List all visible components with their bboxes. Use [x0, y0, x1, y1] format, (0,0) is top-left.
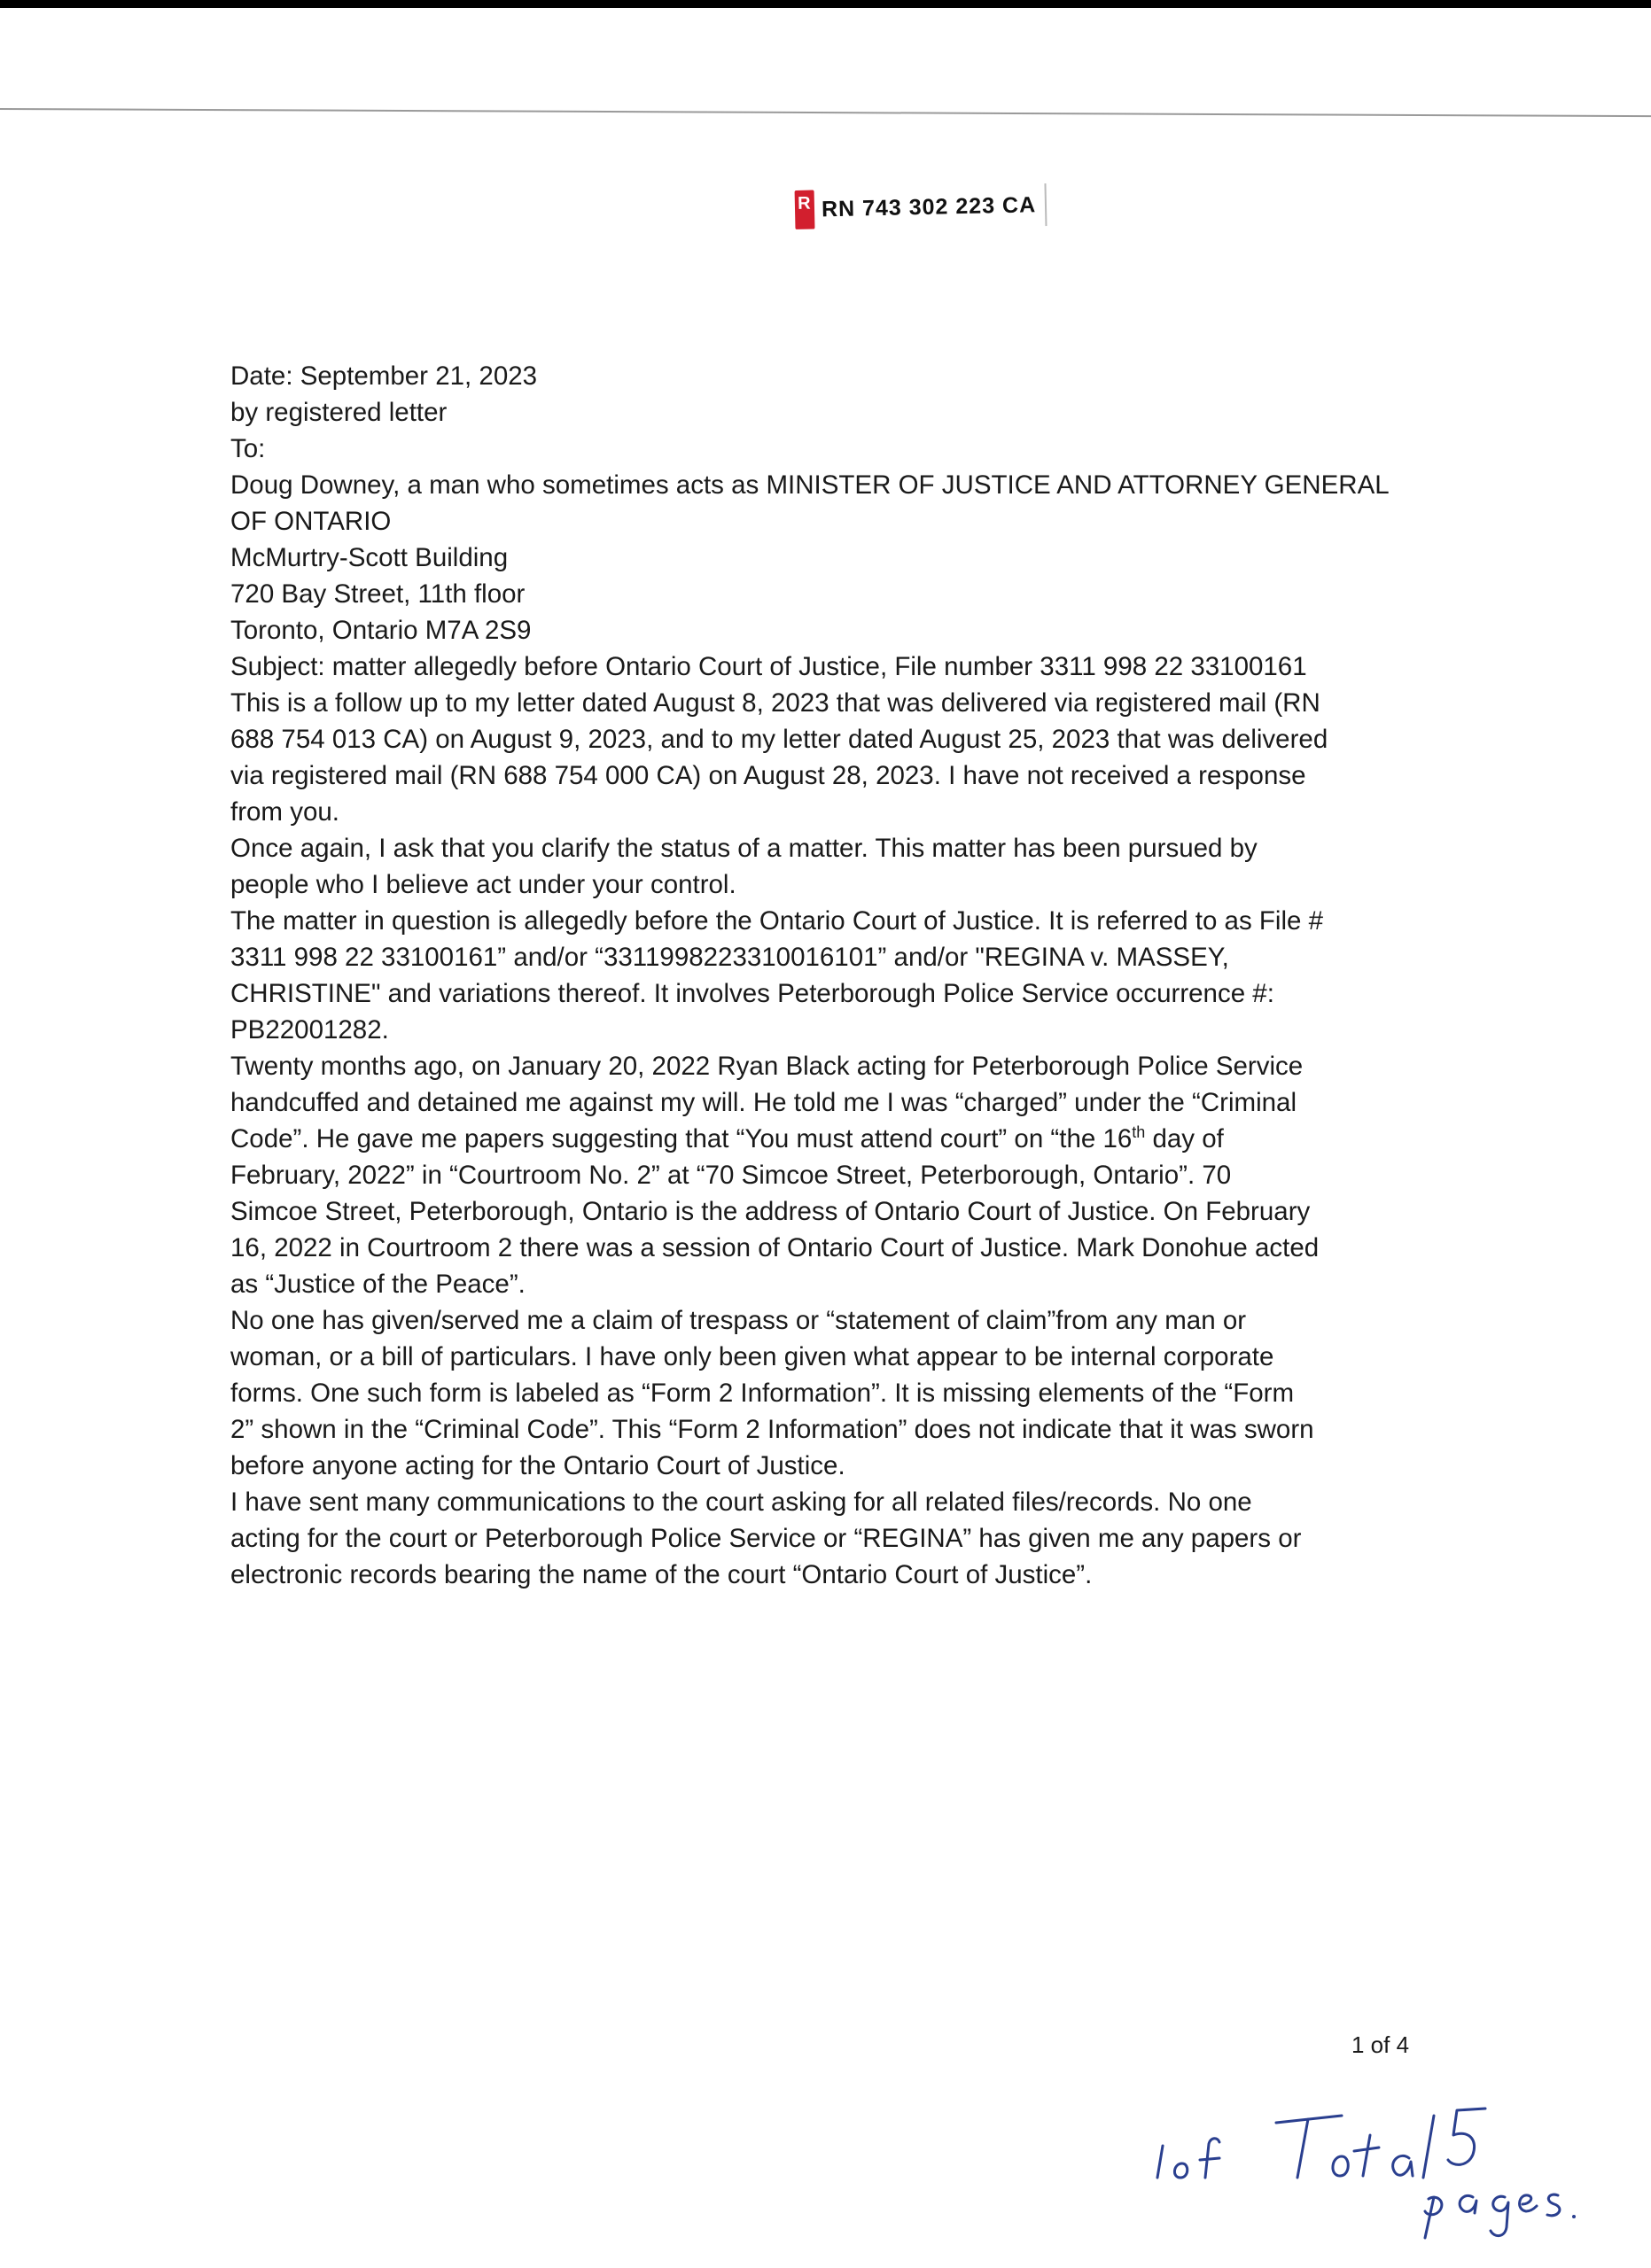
paragraph-line: The matter in question is allegedly before the Ontario Court of Justice. It is referred to as File #: [230, 906, 1324, 936]
paragraph-line: [230, 1121, 1436, 1157]
subject-line: Subject: matter allegedly before Ontario Court of Justice, File number 3311 998 22 33100161: [230, 652, 1307, 681]
handwritten-page-note: [1152, 2064, 1613, 2241]
paragraph-line: people who I believe act under your control.: [230, 870, 736, 899]
paragraph-line: woman, or a bill of particulars. I have only been given what appear to be internal corporate: [230, 1342, 1274, 1371]
paragraph-line: PB22001282.: [230, 1015, 389, 1045]
paragraph-line: I have sent many communications to the court asking for all related files/records. No one: [230, 1487, 1252, 1517]
paragraph-detention: [230, 1048, 1436, 1302]
line-text: day of: [1145, 1124, 1224, 1153]
ordinal-suffix: th: [1132, 1123, 1146, 1142]
registered-mail-label: [795, 183, 1047, 231]
paragraph-matter: [230, 903, 1436, 1048]
scan-top-border: [0, 0, 1651, 8]
paragraph-line: handcuffed and detained me against my will. He told me I was “charged” under the “Criminal: [230, 1088, 1297, 1117]
paragraph-line: from you.: [230, 797, 339, 827]
recipient-block: [230, 431, 1436, 649]
paragraph-line: before anyone acting for the Ontario Court of Justice.: [230, 1451, 845, 1480]
paragraph-line: acting for the court or Peterborough Police Service or “REGINA” has given me any papers or: [230, 1524, 1302, 1553]
paragraph-line: No one has given/served me a claim of trespass or “statement of claim”from any man or: [230, 1306, 1247, 1335]
scan-fold-line: [0, 108, 1651, 117]
paragraph-line: Simcoe Street, Peterborough, Ontario is the address of Ontario Court of Justice. On February: [230, 1197, 1311, 1226]
recipient-line: Toronto, Ontario M7A 2S9: [230, 616, 532, 645]
recipient-line: Doug Downey, a man who sometimes acts as MINISTER OF JUSTICE AND ATTORNEY GENERAL: [230, 470, 1390, 500]
letter-body: [230, 358, 1436, 1593]
letter-date: Date: September 21, 2023: [230, 361, 538, 391]
paragraph-line: electronic records bearing the name of the court “Ontario Court of Justice”.: [230, 1560, 1093, 1589]
paragraph-line: CHRISTINE" and variations thereof. It involves Peterborough Police Service occurrence #:: [230, 979, 1274, 1008]
paragraph-clarify: [230, 830, 1436, 903]
paragraph-line: Once again, I ask that you clarify the status of a matter. This matter has been pursued by: [230, 834, 1258, 863]
paragraph-line: 3311 998 22 33100161” and/or “3311998223310016101” and/or "REGINA v. MASSEY,: [230, 943, 1229, 972]
paragraph-line: This is a follow up to my letter dated August 8, 2023 that was delivered via registered mail (RN: [230, 688, 1320, 718]
date-block: [230, 358, 1436, 431]
recipient-line: OF ONTARIO: [230, 507, 392, 536]
registered-mail-number: RN 743 302 223 CA: [821, 191, 1037, 221]
paragraph-line: 2” shown in the “Criminal Code”. This “Form 2 Information” does not indicate that it was sworn: [230, 1415, 1314, 1444]
paragraph-line: February, 2022” in “Courtroom No. 2” at “70 Simcoe Street, Peterborough, Ontario”. 70: [230, 1161, 1232, 1190]
paragraph-follow-up: [230, 685, 1436, 830]
recipient-line: McMurtry-Scott Building: [230, 543, 509, 572]
paragraph-line: 16, 2022 in Courtroom 2 there was a session of Ontario Court of Justice. Mark Donohue acted: [230, 1233, 1320, 1262]
paragraph-line: 688 754 013 CA) on August 9, 2023, and to my letter dated August 25, 2023 that was delivered: [230, 725, 1328, 754]
registered-r-badge: R: [795, 190, 815, 229]
line-text: Code”. He gave me papers suggesting that “You must attend court” on “the 16: [230, 1124, 1133, 1153]
page-number: 1 of 4: [1351, 2031, 1410, 2058]
recipient-line: 720 Bay Street, 11th floor: [230, 579, 526, 609]
delivery-method: by registered letter: [230, 398, 448, 427]
paragraph-line: Twenty months ago, on January 20, 2022 Ryan Black acting for Peterborough Police Service: [230, 1052, 1304, 1081]
paragraph-line: forms. One such form is labeled as “Form 2 Information”. It is missing elements of the “Form: [230, 1379, 1295, 1408]
to-label: To:: [230, 434, 266, 463]
paragraph-line: as “Justice of the Peace”.: [230, 1270, 526, 1299]
paragraph-communications: [230, 1484, 1436, 1593]
paragraph-no-claim: [230, 1302, 1436, 1484]
paragraph-line: via registered mail (RN 688 754 000 CA) on August 28, 2023. I have not received a response: [230, 761, 1306, 790]
handwritten-note-text: Total 5: [1152, 2064, 1155, 2065]
